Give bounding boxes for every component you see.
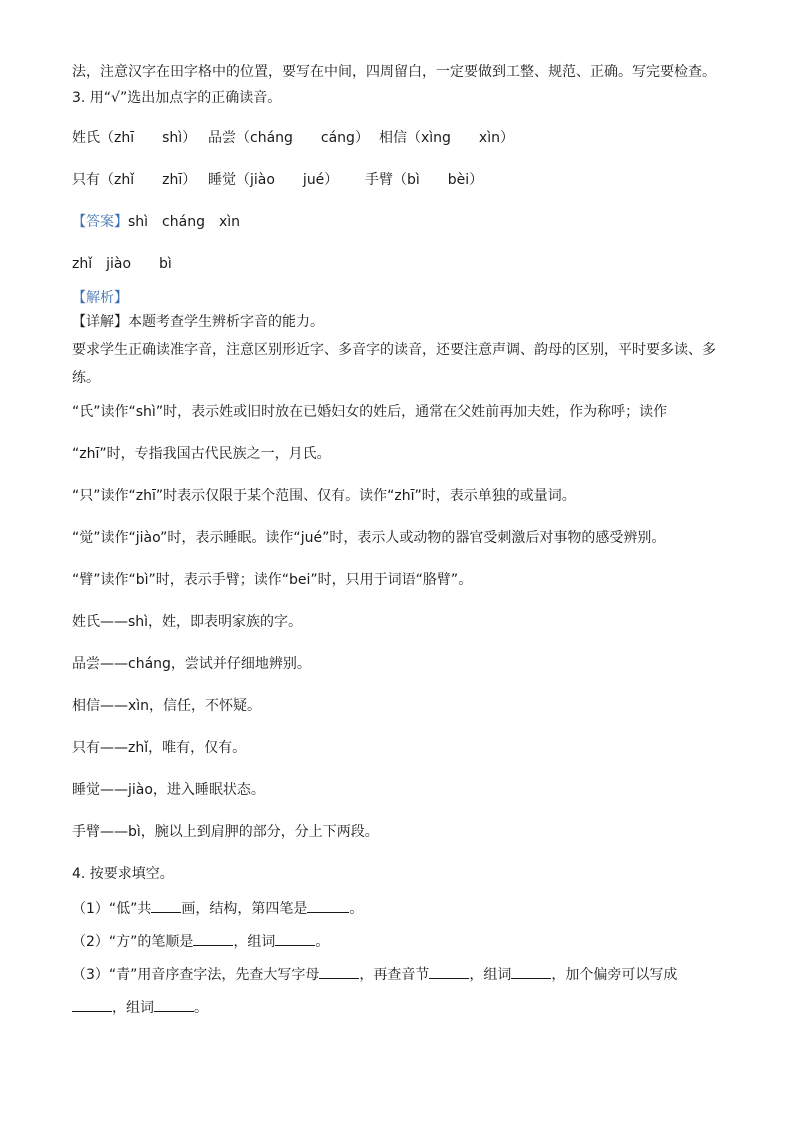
question-4-item-1 (72, 898, 732, 919)
intro-line: 法，注意汉字在田字格中的位置，要写在中间，四周留白，一定要做到工整、规范、正确。写完要检查。 (72, 64, 716, 80)
item-2-text-a: （2）“方”的笔顺是 (72, 934, 194, 950)
answer-blank[interactable] (151, 898, 181, 913)
paragraph-1a: 要求学生正确读准字音，注意区别形近字、多音字的读音，还要注意声调、韵母的区别，平时要多读、多 (72, 342, 716, 358)
answer-blank[interactable] (307, 898, 349, 913)
paragraph-3: “只”读作“zhī”时表示仅限于某个范围、仅有。读作“zhī”时，表示单独的或量词。 (72, 488, 576, 504)
answer-blank[interactable] (154, 997, 194, 1012)
question-4-item-3 (72, 964, 732, 985)
item-1-text-a: （1）“低”共 (72, 901, 152, 917)
option-xingshi: 姓氏（zhī shì） (72, 130, 197, 146)
question-4-title: 4. 按要求填空。 (72, 866, 174, 882)
item-2-text-b: ，组词 (233, 934, 276, 950)
item-3-text-f: 。 (194, 1000, 208, 1016)
answer-line-1 (72, 212, 732, 232)
document-page (72, 62, 732, 1018)
item-1-text-c: 。 (349, 901, 364, 917)
question-3-title: 3. 用“√”选出加点字的正确读音。 (72, 90, 282, 106)
question-3-row-2 (72, 170, 732, 190)
definition-5: 睡觉——jiào，进入睡眠状态。 (72, 782, 265, 798)
answer-values-1: shì cháng xìn (128, 214, 241, 230)
definition-2: 品尝——cháng，尝试并仔细地辨别。 (72, 656, 311, 672)
item-3-text-b: ，再查音节 (359, 967, 430, 983)
item-3-text-e: ，组词 (112, 1000, 154, 1016)
option-xiangxin: 相信（xìng xìn） (379, 130, 514, 146)
paragraph-4: “觉”读作“jiào”时，表示睡眠。读作“jué”时，表示人或动物的器官受刺激后对事物的感受辨别。 (72, 530, 666, 546)
answer-blank[interactable] (511, 964, 551, 979)
answer-blank[interactable] (275, 931, 315, 946)
answer-label: 【答案】 (72, 214, 128, 230)
item-3-text-a: （3）“青”用音序查字法，先查大写字母 (72, 967, 320, 983)
detail-line: 【详解】本题考查学生辨析字音的能力。 (72, 314, 324, 330)
question-3-row-1 (72, 128, 732, 148)
definition-3: 相信——xìn，信任，不怀疑。 (72, 698, 262, 714)
option-shoubi: 手臂（bì bèi） (365, 172, 484, 188)
option-shuijiao: 睡觉（jiào jué） (208, 172, 339, 188)
item-2-text-c: 。 (315, 934, 330, 950)
answer-blank[interactable] (429, 964, 469, 979)
item-3-text-d: ，加个偏旁可以写成 (551, 967, 678, 983)
definition-6: 手臂——bì，腕以上到肩胛的部分，分上下两段。 (72, 824, 379, 840)
answer-blank[interactable] (319, 964, 359, 979)
paragraph-5: “臂”读作“bì”时，表示手臂；读作“bei”时，只用于词语“胳臂”。 (72, 572, 473, 588)
definition-1: 姓氏——shì，姓，即表明家族的字。 (72, 614, 303, 630)
paragraph-2b: “zhī”时，专指我国古代民族之一，月氏。 (72, 446, 331, 462)
paragraph-2a: “氏”读作“shì”时，表示姓或旧时放在已婚妇女的姓后，通常在父姓前再加夫姓，作为称呼；读作 (72, 404, 668, 420)
item-3-text-c: ，组词 (469, 967, 512, 983)
item-1-text-b: 画，结构，第四笔是 (181, 901, 308, 917)
option-zhiyou: 只有（zhǐ zhī） (72, 172, 197, 188)
paragraph-1b: 练。 (72, 370, 100, 386)
question-4-item-3-continued (72, 997, 732, 1018)
definition-4: 只有——zhǐ，唯有，仅有。 (72, 740, 247, 756)
answer-blank[interactable] (193, 931, 233, 946)
option-pinchang: 品尝（cháng cáng） (208, 130, 369, 146)
question-4-item-2 (72, 931, 732, 952)
answer-blank[interactable] (72, 997, 112, 1012)
analysis-label: 【解析】 (72, 290, 128, 306)
answer-line-2: zhǐ jiào bì (72, 256, 172, 272)
